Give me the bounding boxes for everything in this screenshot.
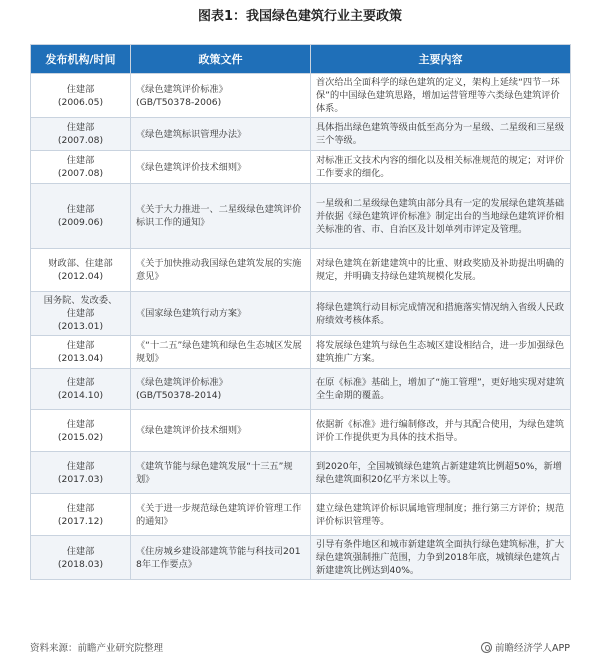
org-time-cell: [31, 151, 131, 184]
org-time-cell: [31, 249, 131, 292]
org-time-line: (2013.04): [57, 353, 104, 364]
org-time-cell: [31, 410, 131, 452]
policy-doc-cell: [131, 184, 311, 249]
org-time-cell: [31, 118, 131, 151]
table-row: [31, 494, 571, 536]
policy-doc-cell: [131, 452, 311, 494]
org-time-line: (2014.10): [57, 390, 104, 401]
org-time-line: 住建部: [66, 155, 95, 166]
brand-logo-icon: [481, 642, 492, 653]
org-time-line: (2015.02): [57, 431, 104, 443]
header-policy-doc: 政策文件: [131, 45, 311, 74]
main-content-cell: 具体指出绿色建筑等级由低至高分为一星级、二星级和三星级三个等级。: [311, 118, 571, 151]
org-time-cell: [31, 336, 131, 369]
table-row: [31, 118, 571, 151]
org-time-cell: [31, 536, 131, 580]
org-time-line: 住建部: [66, 122, 95, 133]
org-time-line: 住建部: [66, 308, 95, 319]
org-time-line: (2012.04): [57, 271, 104, 282]
org-time-line: 财政部、住建部: [48, 258, 113, 269]
table-header-row: [31, 45, 571, 74]
table-row: [31, 336, 571, 369]
org-time-line: (2018.03): [57, 558, 104, 570]
org-time-line: (2007.08): [57, 135, 104, 146]
policy-doc-line: 《建筑节能与绿色建筑发展“十三五”规划》: [136, 460, 293, 485]
main-content-cell: 一星级和二星级绿色建筑由部分具有一定的发展绿色建筑基础并依据《绿色建筑评价标准》制定出台的当地绿色建筑评价相关标准的省、市、自治区及计划单列市评定及管理。: [311, 184, 571, 249]
policy-doc-cell: [131, 536, 311, 580]
policy-doc-line: (GB/T50378-2006): [136, 96, 222, 108]
credit: [481, 640, 570, 654]
table-row: [31, 292, 571, 336]
org-time-cell: [31, 184, 131, 249]
org-time-line: 住建部: [66, 204, 95, 215]
org-time-line: 住建部: [66, 460, 95, 472]
org-time-cell: [31, 494, 131, 536]
org-time-line: 国务院、发改委、: [43, 295, 118, 306]
policy-doc-line: 《关于加快推动我国绿色建筑发展的实施意见》: [136, 258, 302, 282]
policy-doc-cell: [131, 74, 311, 118]
table-row: [31, 184, 571, 249]
table-row: [31, 536, 571, 580]
policy-doc-line: (GB/T50378-2014): [136, 390, 222, 401]
table-row: [31, 249, 571, 292]
credit-label: 前瞻经济学人APP: [495, 643, 570, 654]
policy-doc-line: 《关于大力推进一、二星级绿色建筑评价标识工作的通知》: [136, 204, 302, 228]
org-time-line: (2007.08): [57, 168, 104, 179]
table-row: [31, 452, 571, 494]
policy-doc-line: 《住房城乡建设部建筑节能与科技司2018年工作要点》: [136, 545, 301, 570]
org-time-line: 住建部: [66, 502, 95, 514]
policy-doc-line: 《关于进一步规范绿色建筑评价管理工作的通知》: [136, 502, 302, 527]
main-content-cell: 首次给出全面科学的绿色建筑的定义，架构上延续“四节一环保”的中国绿色建筑思路，增加运营管理等六类绿色建筑评价体系。: [311, 74, 571, 118]
header-org-time: 发布机构/时间: [31, 45, 131, 74]
org-time-cell: [31, 452, 131, 494]
policy-table: [30, 44, 571, 580]
org-time-line: (2006.05): [57, 96, 104, 108]
policy-doc-cell: [131, 118, 311, 151]
policy-doc-line: 《“十二五”绿色建筑和绿色生态城区发展规划》: [136, 340, 302, 364]
org-time-line: 住建部: [66, 545, 95, 557]
page-title: 图表1：我国绿色建筑行业主要政策: [197, 9, 403, 24]
main-content-cell: 引导有条件地区和城市新建建筑全面执行绿色建筑标准，扩大绿色建筑强制推广范围，力争到2018年底，城镇绿色建筑占新建建筑比例达到40%。: [311, 536, 571, 580]
main-content-cell: 到2020年，全国城镇绿色建筑占新建建筑比例超50%，新增绿色建筑面积20亿平方米以上等。: [311, 452, 571, 494]
org-time-cell: [31, 74, 131, 118]
main-content-cell: 将发展绿色建筑与绿色生态城区建设相结合，进一步加强绿色建筑推广方案。: [311, 336, 571, 369]
main-content-cell: 依据新《标准》进行编制修改，并与其配合使用，为绿色建筑评价工作提供更为具体的技术指导。: [311, 410, 571, 452]
policy-doc-line: 《绿色建筑评价技术细则》: [136, 425, 247, 436]
policy-doc-line: 《绿色建筑评价标准》: [136, 83, 228, 95]
policy-doc-line: 《绿色建筑评价标准》: [136, 377, 228, 388]
main-content-cell: 对绿色建筑在新建建筑中的比重、财政奖励及补助提出明确的规定，并明确支持绿色建筑规模化发展。: [311, 249, 571, 292]
policy-doc-cell: [131, 292, 311, 336]
policy-doc-cell: [131, 151, 311, 184]
policy-doc-cell: [131, 369, 311, 410]
main-content-cell: 建立绿色建筑评价标识属地管理制度；推行第三方评价；规范评价标识管理等。: [311, 494, 571, 536]
org-time-line: 住建部: [66, 340, 95, 351]
org-time-line: (2017.12): [57, 515, 104, 527]
policy-doc-line: 《国家绿色建筑行动方案》: [136, 308, 247, 319]
header-main-content: 主要内容: [311, 45, 571, 74]
org-time-line: (2017.03): [57, 473, 104, 485]
policy-doc-cell: [131, 494, 311, 536]
org-time-line: (2009.06): [57, 217, 104, 228]
table-row: [31, 410, 571, 452]
policy-doc-cell: [131, 336, 311, 369]
table-row: [31, 74, 571, 118]
table-row: [31, 369, 571, 410]
org-time-line: (2013.01): [57, 321, 104, 332]
main-content-cell: 在原《标准》基础上，增加了“施工管理”，更好地实现对建筑全生命期的覆盖。: [311, 369, 571, 410]
main-content-cell: 将绿色建筑行动目标完成情况和措施落实情况纳入省级人民政府绩效考核体系。: [311, 292, 571, 336]
org-time-line: 住建部: [66, 377, 95, 388]
org-time-line: 住建部: [66, 418, 95, 430]
policy-doc-line: 《绿色建筑标识管理办法》: [136, 128, 247, 140]
policy-doc-cell: [131, 410, 311, 452]
table-body: [31, 74, 571, 580]
org-time-cell: [31, 292, 131, 336]
policy-doc-cell: [131, 249, 311, 292]
main-content-cell: 对标准正文技术内容的细化以及相关标准规范的规定；对评价工作要求的细化。: [311, 151, 571, 184]
org-time-line: 住建部: [66, 83, 95, 95]
table-row: [31, 151, 571, 184]
policy-doc-line: 《绿色建筑评价技术细则》: [136, 161, 247, 173]
source-note: 资料来源：前瞻产业研究院整理: [30, 643, 164, 654]
org-time-cell: [31, 369, 131, 410]
